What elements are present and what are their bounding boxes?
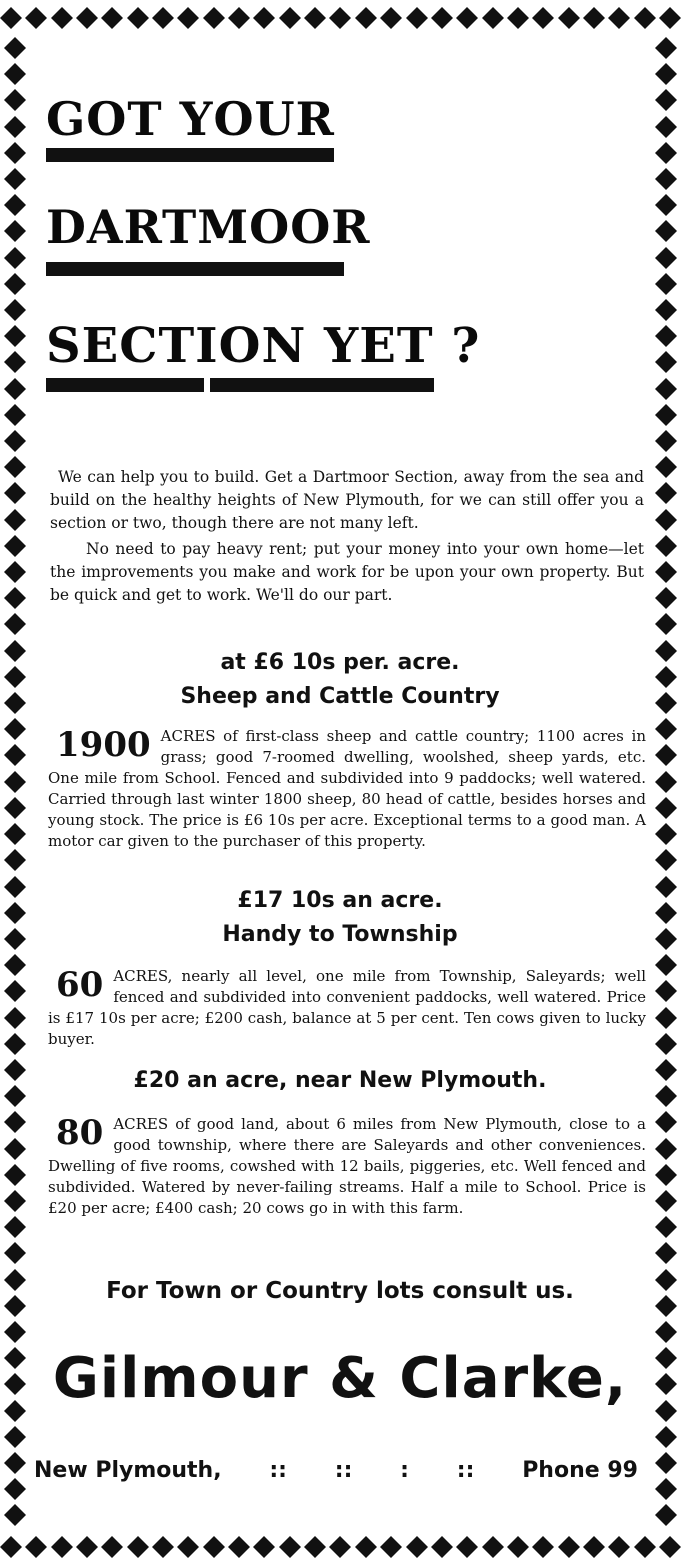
diamond-ornament-icon: [279, 1536, 301, 1558]
listing-1-text: ACRES of first-class sheep and cattle country; 1100 acres in grass; good 7-roomed dwelling, woolshed, sheep yards, etc. One mile from School. Fenced and subdivided into 9 paddocks; well watered. Carried through last winter 1800 sheep, 80 head of cattle, besides horses and young stock. The price is £6 10s per acre. Exceptional terms to a good man. A motor car given to the purchaser of this property.: [48, 727, 646, 850]
diamond-ornament-icon: [4, 1189, 26, 1213]
diamond-ornament-icon: [655, 953, 677, 977]
diamond-ornament-icon: [4, 88, 26, 112]
diamond-ornament-icon: [655, 1268, 677, 1292]
diamond-ornament-icon: [355, 1536, 377, 1558]
diamond-border-bottom: [0, 1528, 681, 1566]
diamond-ornament-icon: [655, 1110, 677, 1134]
footer-location: New Plymouth,: [34, 1457, 222, 1483]
headline-line-3: SECTION YET ?: [46, 318, 481, 374]
diamond-ornament-icon: [655, 219, 677, 243]
rule-bar-2: [46, 262, 344, 276]
diamond-ornament-icon: [655, 796, 677, 820]
diamond-ornament-icon: [655, 1241, 677, 1265]
rule-bar-3a: [46, 378, 204, 392]
diamond-ornament-icon: [4, 586, 26, 610]
diamond-ornament-icon: [456, 1536, 478, 1558]
diamond-ornament-icon: [608, 7, 630, 29]
diamond-ornament-icon: [4, 1215, 26, 1239]
diamond-ornament-icon: [655, 1294, 677, 1318]
diamond-ornament-icon: [4, 639, 26, 663]
diamond-ornament-icon: [655, 193, 677, 217]
diamond-ornament-icon: [655, 1477, 677, 1501]
diamond-ornament-icon: [279, 7, 301, 29]
rule-bar-3b: [210, 378, 434, 392]
diamond-ornament-icon: [4, 1058, 26, 1082]
diamond-ornament-icon: [655, 429, 677, 453]
diamond-ornament-icon: [4, 953, 26, 977]
diamond-ornament-icon: [253, 7, 275, 29]
diamond-ornament-icon: [4, 534, 26, 558]
diamond-ornament-icon: [655, 848, 677, 872]
diamond-ornament-icon: [203, 1536, 225, 1558]
diamond-ornament-icon: [4, 481, 26, 505]
diamond-ornament-icon: [329, 1536, 351, 1558]
listing-2-acreage: 60: [56, 965, 104, 1005]
listing-2-text: ACRES, nearly all level, one mile from Township, Saleyards; well fenced and subdivided into convenient paddocks, well watered. Price is £17 10s per acre; £200 cash, balance at 5 per cent. Ten cows given to lucky buyer.: [48, 967, 646, 1048]
diamond-ornament-icon: [655, 1425, 677, 1449]
listing-2-sub-heading: Handy to Township: [222, 922, 458, 947]
listing-1-acreage: 1900: [56, 725, 151, 765]
diamond-ornament-icon: [655, 1137, 677, 1161]
diamond-ornament-icon: [4, 1294, 26, 1318]
intro-paragraph-2: No need to pay heavy rent; put your money into your own home—let the improvements you make and work for be upon your own property. But be quick and get to work. We'll do our part.: [50, 540, 644, 604]
diamond-ornament-icon: [655, 1189, 677, 1213]
diamond-ornament-icon: [4, 717, 26, 741]
diamond-ornament-icon: [127, 7, 149, 29]
diamond-ornament-icon: [4, 822, 26, 846]
diamond-ornament-icon: [4, 324, 26, 348]
diamond-ornament-icon: [456, 7, 478, 29]
diamond-ornament-icon: [25, 7, 47, 29]
diamond-ornament-icon: [4, 1320, 26, 1344]
diamond-ornament-icon: [482, 7, 504, 29]
consult-line: For Town or Country lots consult us.: [106, 1278, 574, 1304]
diamond-ornament-icon: [4, 901, 26, 925]
footer-separator-4: ::: [456, 1457, 475, 1483]
diamond-ornament-icon: [76, 1536, 98, 1558]
diamond-ornament-icon: [380, 7, 402, 29]
diamond-ornament-icon: [655, 246, 677, 270]
diamond-ornament-icon: [76, 7, 98, 29]
diamond-ornament-icon: [4, 1451, 26, 1475]
diamond-ornament-icon: [482, 1536, 504, 1558]
diamond-ornament-icon: [655, 901, 677, 925]
diamond-ornament-icon: [4, 1137, 26, 1161]
diamond-ornament-icon: [4, 350, 26, 374]
diamond-ornament-icon: [659, 7, 681, 29]
diamond-ornament-icon: [253, 1536, 275, 1558]
diamond-ornament-icon: [655, 560, 677, 584]
diamond-ornament-icon: [583, 1536, 605, 1558]
diamond-ornament-icon: [655, 272, 677, 296]
diamond-ornament-icon: [655, 927, 677, 951]
diamond-ornament-icon: [51, 1536, 73, 1558]
diamond-ornament-icon: [655, 875, 677, 899]
diamond-ornament-icon: [4, 219, 26, 243]
diamond-ornament-icon: [4, 1399, 26, 1423]
diamond-ornament-icon: [4, 612, 26, 636]
listing-3-acreage: 80: [56, 1113, 104, 1153]
diamond-ornament-icon: [4, 1372, 26, 1396]
diamond-ornament-icon: [431, 7, 453, 29]
diamond-ornament-icon: [304, 1536, 326, 1558]
diamond-ornament-icon: [655, 1032, 677, 1056]
diamond-ornament-icon: [329, 7, 351, 29]
diamond-ornament-icon: [4, 691, 26, 715]
diamond-ornament-icon: [655, 1320, 677, 1344]
diamond-ornament-icon: [4, 1241, 26, 1265]
headline-line-2: DARTMOOR: [46, 200, 371, 254]
diamond-ornament-icon: [4, 272, 26, 296]
diamond-ornament-icon: [4, 979, 26, 1003]
diamond-ornament-icon: [634, 7, 656, 29]
diamond-ornament-icon: [127, 1536, 149, 1558]
diamond-ornament-icon: [655, 88, 677, 112]
diamond-ornament-icon: [152, 1536, 174, 1558]
footer-separator-1: ::: [269, 1457, 287, 1483]
diamond-ornament-icon: [4, 796, 26, 820]
diamond-ornament-icon: [25, 1536, 47, 1558]
listing-3-text: ACRES of good land, about 6 miles from New Plymouth, close to a good township, where there are Saleyards and other conveniences. Dwelling of five rooms, cowshed with 12 bails, piggeries, etc. Well fenced and subdivided. Watered by never-failing streams. Half a mile to School. Price is £20 per acre; £400 cash; 20 cows go in with this farm.: [48, 1115, 646, 1217]
diamond-ornament-icon: [304, 7, 326, 29]
diamond-ornament-icon: [4, 1032, 26, 1056]
diamond-ornament-icon: [655, 639, 677, 663]
diamond-ornament-icon: [655, 743, 677, 767]
diamond-ornament-icon: [0, 1536, 22, 1558]
diamond-ornament-icon: [4, 167, 26, 191]
diamond-ornament-icon: [655, 1451, 677, 1475]
diamond-ornament-icon: [4, 743, 26, 767]
listing-3-price-heading: £20 an acre, near New Plymouth.: [133, 1068, 547, 1093]
diamond-ornament-icon: [177, 1536, 199, 1558]
diamond-ornament-icon: [655, 1503, 677, 1527]
diamond-ornament-icon: [406, 7, 428, 29]
diamond-ornament-icon: [655, 350, 677, 374]
diamond-ornament-icon: [355, 7, 377, 29]
diamond-ornament-icon: [583, 7, 605, 29]
diamond-ornament-icon: [4, 1503, 26, 1527]
diamond-ornament-icon: [655, 455, 677, 479]
diamond-ornament-icon: [655, 62, 677, 86]
diamond-ornament-icon: [532, 1536, 554, 1558]
diamond-ornament-icon: [608, 1536, 630, 1558]
diamond-ornament-icon: [51, 7, 73, 29]
diamond-ornament-icon: [655, 979, 677, 1003]
diamond-ornament-icon: [655, 586, 677, 610]
diamond-ornament-icon: [4, 62, 26, 86]
footer-separator-2: ::: [334, 1457, 353, 1483]
diamond-ornament-icon: [659, 1536, 681, 1558]
diamond-border-left: [0, 36, 30, 1528]
diamond-ornament-icon: [655, 534, 677, 558]
diamond-ornament-icon: [4, 927, 26, 951]
diamond-ornament-icon: [101, 7, 123, 29]
diamond-ornament-icon: [532, 7, 554, 29]
diamond-ornament-icon: [655, 1399, 677, 1423]
diamond-ornament-icon: [101, 1536, 123, 1558]
diamond-ornament-icon: [655, 1163, 677, 1187]
diamond-ornament-icon: [4, 665, 26, 689]
firm-name: Gilmour & Clarke,: [52, 1346, 628, 1411]
diamond-ornament-icon: [655, 377, 677, 401]
headline-line-1: GOT YOUR: [46, 92, 335, 146]
listing-3-body: [48, 1114, 646, 1219]
diamond-ornament-icon: [4, 848, 26, 872]
diamond-ornament-icon: [655, 508, 677, 532]
diamond-ornament-icon: [228, 7, 250, 29]
diamond-ornament-icon: [655, 403, 677, 427]
diamond-ornament-icon: [228, 1536, 250, 1558]
diamond-ornament-icon: [380, 1536, 402, 1558]
listing-2-price-heading: £17 10s an acre.: [237, 888, 443, 913]
diamond-ornament-icon: [655, 36, 677, 60]
diamond-ornament-icon: [4, 508, 26, 532]
listing-1-price-heading: at £6 10s per. acre.: [220, 650, 460, 675]
diamond-ornament-icon: [4, 1268, 26, 1292]
diamond-ornament-icon: [4, 193, 26, 217]
diamond-ornament-icon: [4, 1006, 26, 1030]
diamond-ornament-icon: [4, 298, 26, 322]
diamond-ornament-icon: [655, 1346, 677, 1370]
diamond-ornament-icon: [406, 1536, 428, 1558]
listing-2-body: [48, 966, 646, 1050]
diamond-ornament-icon: [655, 141, 677, 165]
diamond-ornament-icon: [4, 1110, 26, 1134]
diamond-ornament-icon: [152, 7, 174, 29]
diamond-ornament-icon: [4, 141, 26, 165]
diamond-ornament-icon: [4, 115, 26, 139]
diamond-ornament-icon: [655, 717, 677, 741]
diamond-ornament-icon: [655, 1058, 677, 1082]
diamond-border-right: [650, 36, 681, 1528]
diamond-ornament-icon: [655, 167, 677, 191]
diamond-ornament-icon: [558, 7, 580, 29]
diamond-ornament-icon: [0, 7, 22, 29]
diamond-ornament-icon: [431, 1536, 453, 1558]
rule-bar-1: [46, 148, 334, 162]
diamond-ornament-icon: [558, 1536, 580, 1558]
diamond-ornament-icon: [655, 770, 677, 794]
diamond-ornament-icon: [655, 481, 677, 505]
diamond-ornament-icon: [655, 1372, 677, 1396]
diamond-ornament-icon: [4, 403, 26, 427]
diamond-ornament-icon: [655, 1084, 677, 1108]
diamond-ornament-icon: [655, 822, 677, 846]
diamond-ornament-icon: [507, 7, 529, 29]
diamond-ornament-icon: [4, 560, 26, 584]
diamond-ornament-icon: [4, 36, 26, 60]
diamond-ornament-icon: [177, 7, 199, 29]
diamond-ornament-icon: [4, 1163, 26, 1187]
diamond-ornament-icon: [4, 875, 26, 899]
diamond-ornament-icon: [4, 1477, 26, 1501]
listing-1-body: [48, 726, 646, 852]
diamond-ornament-icon: [4, 377, 26, 401]
intro-paragraph-1: We can help you to build. Get a Dartmoor Section, away from the sea and build on the healthy heights of New Plymouth, for we can still offer you a section or two, though there are not many left.: [50, 468, 644, 532]
listing-1-sub-heading: Sheep and Cattle Country: [180, 684, 500, 709]
diamond-ornament-icon: [655, 691, 677, 715]
diamond-ornament-icon: [4, 455, 26, 479]
footer-separator-3: :: [400, 1457, 409, 1483]
diamond-ornament-icon: [4, 1346, 26, 1370]
diamond-ornament-icon: [4, 246, 26, 270]
diamond-ornament-icon: [655, 115, 677, 139]
diamond-ornament-icon: [4, 1084, 26, 1108]
diamond-ornament-icon: [4, 1425, 26, 1449]
diamond-ornament-icon: [203, 7, 225, 29]
diamond-ornament-icon: [655, 612, 677, 636]
diamond-ornament-icon: [655, 324, 677, 348]
diamond-ornament-icon: [655, 298, 677, 322]
diamond-ornament-icon: [4, 770, 26, 794]
footer-line: [34, 1452, 638, 1488]
footer-phone: Phone 99: [522, 1457, 638, 1483]
diamond-ornament-icon: [655, 1215, 677, 1239]
diamond-ornament-icon: [4, 429, 26, 453]
diamond-ornament-icon: [655, 665, 677, 689]
diamond-ornament-icon: [507, 1536, 529, 1558]
diamond-ornament-icon: [655, 1006, 677, 1030]
diamond-border-top: [0, 0, 681, 36]
diamond-ornament-icon: [634, 1536, 656, 1558]
